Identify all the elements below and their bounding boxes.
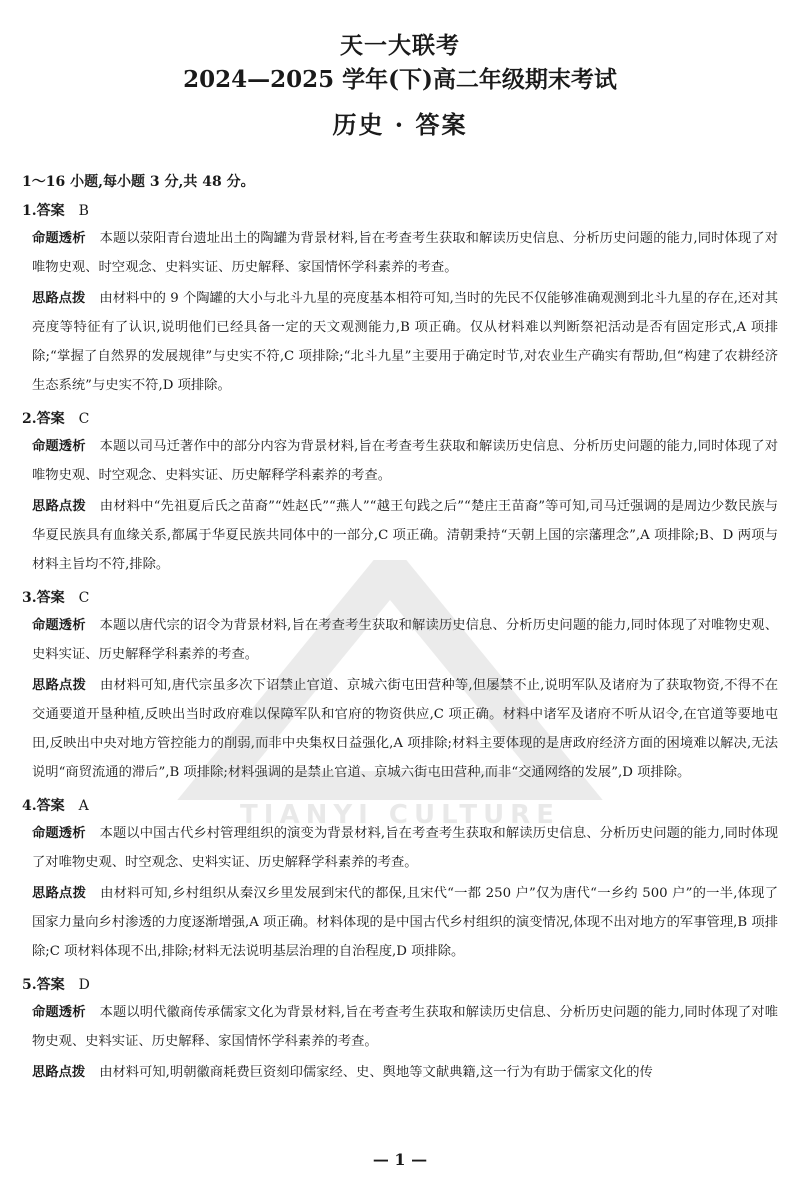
hint-text: 由材料可知,唐代宗虽多次下诏禁止官道、京城六街屯田营种等,但屡禁不止,说明军队及诸府为了获取物资,不得不在交通要道开垦种植,反映出当时政府难以保障军队和官府的物资供应,C 项正确。材料中诸军及诸府不听从诏令,在官道等要地屯田,反映出中央对地方管控能力的削弱,而非中央集权日益强化,A 项排除;材料主要体现的是唐政府经济方面的困境难以解决,无法说明“商贸流通的滞后”,B 项排除;材料强调的是禁止官道、京城六街屯田营种,而非“交通网络的发展”,D 项排除。 [32, 678, 779, 780]
hint-label: 思路点拨 [32, 886, 87, 901]
analysis-label: 命题透析 [32, 618, 86, 633]
hint-paragraph [22, 284, 778, 400]
analysis-paragraph [22, 819, 778, 877]
page-header [22, 0, 778, 142]
hint-text: 由材料中“先祖夏后氏之苗裔”“姓赵氏”“燕人”“越王句践之后”“楚庄王苗裔”等可知,司马迁强调的是周边少数民族与华夏民族具有血缘关系,都属于华夏民族共同体中的一部分,C 项正确。清朝秉持“天朝上国的宗藩理念”,A 项排除;B、D 两项与材料主旨均不符,排除。 [32, 499, 779, 572]
question-heading [22, 974, 778, 996]
question-item [22, 200, 778, 400]
question-item [22, 974, 778, 1087]
section-intro: 1～16 小题,每小题 3 分,共 48 分。 [22, 174, 255, 190]
hint-label: 思路点拨 [32, 291, 86, 306]
answer-value: D [78, 977, 90, 993]
analysis-text: 本题以荥阳青台遗址出土的陶罐为背景材料,旨在考查考生获取和解读历史信息、分析历史问题的能力,同时体现了对唯物史观、时空观念、史料实证、历史解释、家国情怀学科素养的考查。 [32, 231, 779, 275]
hint-label: 思路点拨 [32, 1065, 86, 1080]
analysis-paragraph [22, 998, 778, 1056]
question-number: 1. [22, 203, 37, 219]
hint-label: 思路点拨 [32, 499, 86, 514]
page-number: — 1 — [372, 1150, 428, 1169]
hint-text: 由材料可知,乡村组织从秦汉乡里发展到宋代的都保,且宋代“一都 250 户”仅为唐代“一乡约 500 户”的一半,体现了国家力量向乡村渗透的力度逐渐增强,A 项正确。材料体现的是中国古代乡村组织的演变情况,体现不出对地方的军事管理,B 项排除;C 项材料体现不出,排除;材料无法说明基层治理的自治程度,D 项排除。 [32, 886, 778, 959]
hint-paragraph [22, 671, 778, 787]
exam-title: 2024—2025 学年(下)高二年级期末考试 [183, 66, 617, 93]
answer-label: 答案 [36, 977, 65, 993]
analysis-text: 本题以司马迁著作中的部分内容为背景材料,旨在考查考生获取和解读历史信息、分析历史问题的能力,同时体现了对唯物史观、时空观念、史料实证、历史解释学科素养的考查。 [32, 439, 779, 483]
question-number: 3. [22, 590, 37, 606]
answer-value: C [78, 590, 90, 606]
analysis-label: 命题透析 [32, 439, 86, 454]
answer-value: B [78, 203, 89, 219]
hint-paragraph [22, 1058, 778, 1087]
analysis-paragraph [22, 224, 778, 282]
question-number: 2. [22, 411, 37, 427]
question-number: 5. [22, 977, 37, 993]
exam-organizer: 天一大联考 [340, 32, 460, 59]
question-number: 4. [22, 798, 37, 814]
answer-label: 答案 [36, 590, 65, 606]
analysis-text: 本题以唐代宗的诏令为背景材料,旨在考查考生获取和解读历史信息、分析历史问题的能力,同时体现了对唯物史观、史料实证、历史解释学科素养的考查。 [32, 618, 779, 662]
analysis-label: 命题透析 [32, 231, 86, 246]
answer-label: 答案 [36, 411, 65, 427]
question-heading [22, 587, 778, 609]
question-item [22, 795, 778, 966]
question-heading [22, 200, 778, 222]
analysis-paragraph [22, 432, 778, 490]
hint-label: 思路点拨 [32, 678, 86, 693]
analysis-paragraph [22, 611, 778, 669]
analysis-label: 命题透析 [32, 1005, 86, 1020]
hint-paragraph [22, 879, 778, 966]
question-heading [22, 795, 778, 817]
watermark-text: TIANYI CULTURE [240, 800, 560, 830]
question-item [22, 587, 778, 787]
answer-label: 答案 [36, 798, 65, 814]
hint-text: 由材料中的 9 个陶罐的大小与北斗九星的亮度基本相符可知,当时的先民不仅能够准确观测到北斗九星的存在,还对其亮度等特征有了认识,说明他们已经具备一定的天文观测能力,B 项正确。仅从材料难以判断祭祀活动是否有固定形式,A 项排除;“掌握了自然界的发展规律”与史实不符,C 项排除;“北斗九星”主要用于确定时节,对农业生产确实有帮助,但“构建了农耕经济生态系统”与史实不符,D 项排除。 [32, 291, 778, 393]
hint-text: 由材料可知,明朝徽商耗费巨资刻印儒家经、史、舆地等文献典籍,这一行为有助于儒家文化的传 [99, 1065, 653, 1080]
answer-value: A [78, 798, 89, 814]
analysis-label: 命题透析 [32, 826, 86, 841]
hint-paragraph [22, 492, 778, 579]
subject-title: 历史 · 答案 [332, 110, 468, 139]
question-heading [22, 408, 778, 430]
answer-value: C [78, 411, 90, 427]
analysis-text: 本题以中国古代乡村管理组织的演变为背景材料,旨在考查考生获取和解读历史信息、分析历史问题的能力,同时体现了对唯物史观、时空观念、史料实证、历史解释学科素养的考查。 [32, 826, 779, 870]
answer-label: 答案 [36, 203, 65, 219]
question-item [22, 408, 778, 579]
analysis-text: 本题以明代徽商传承儒家文化为背景材料,旨在考查考生获取和解读历史信息、分析历史问题的能力,同时体现了对唯物史观、史料实证、历史解释、家国情怀学科素养的考查。 [32, 1005, 779, 1049]
